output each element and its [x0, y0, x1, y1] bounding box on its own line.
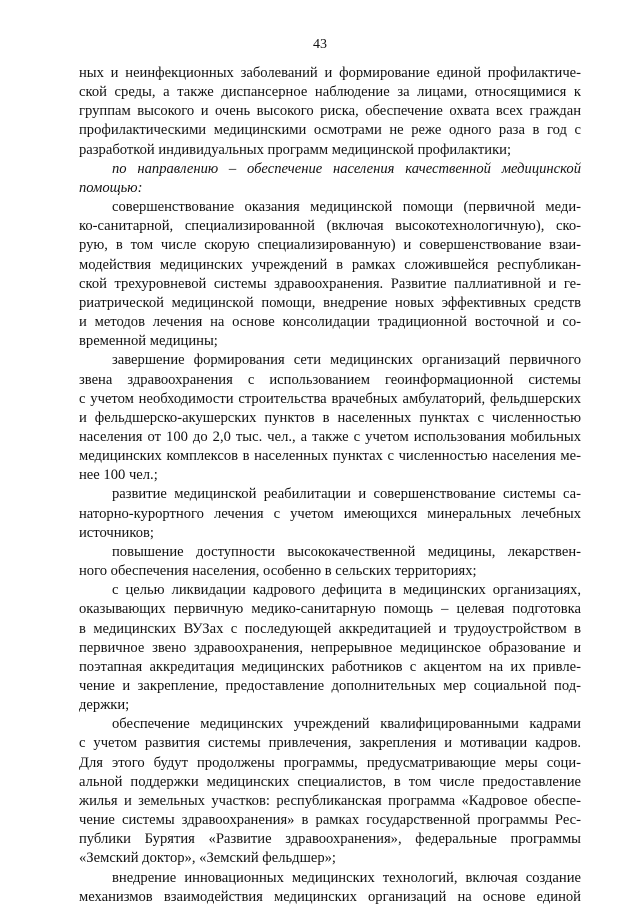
- text-line: обеспечение медицинских учреждений квалифицированными кадрами: [112, 716, 581, 733]
- text-line: чение и закрепление, предоставление дополнительных мер социальной под-: [79, 678, 581, 694]
- text-line: профилактическими медицинскими осмотрами не реже одного раза в год с: [79, 122, 581, 139]
- paragraph-3: [79, 198, 581, 351]
- body-text: [79, 64, 581, 907]
- text-line: повышение доступности высококачественной медицины, лекарствен-: [112, 543, 581, 560]
- text-line: завершение формирования сети медицинских организаций первичного: [112, 352, 581, 369]
- text-line: держки;: [79, 697, 130, 714]
- text-line: жилья и земельных участков: республиканская программа «Кадровое обеспе-: [79, 792, 581, 809]
- paragraph-5: [79, 485, 581, 542]
- text-line: и методов лечения на основе консолидации традиционной восточной и со-: [79, 314, 581, 331]
- text-line: ного обеспечения населения, особенно в сельских территориях;: [79, 563, 477, 580]
- text-line: в медицинских ВУЗах с последующей аккредитацией и трудоустройством в: [79, 620, 581, 637]
- text-line: населения от 100 до 2,0 тыс. чел., а также с учетом использования мобильных: [79, 428, 581, 445]
- text-line: механизмов взаимодействия медицинских организаций на основе единой: [79, 888, 581, 905]
- text-line: нее 100 чел.;: [79, 467, 158, 484]
- text-line: звена здравоохранения с использованием геоинформационной системы: [79, 371, 581, 388]
- text-line: публики Бурятия «Развитие здравоохранения», федеральные программы: [79, 831, 581, 848]
- text-line: и фельдшерско-акушерских пунктов в населенных пунктах с численностью: [79, 409, 581, 426]
- text-line: источников;: [79, 524, 154, 541]
- text-line: с учетом необходимости строительства врачебных амбулаторий, фельдшерских: [79, 390, 581, 407]
- text-line: помощью:: [79, 179, 143, 196]
- text-line: медицинских комплексов в населенных пунктах с численностью населения ме-: [79, 448, 581, 465]
- text-line: совершенствование оказания медицинской помощи (первичной меди-: [112, 199, 581, 216]
- text-line: ко-санитарной, специализированной (включая высокотехнологичную), ско-: [79, 218, 581, 235]
- text-line: ской среды, а также диспансерное наблюдение за лицами, относящимися к: [79, 84, 581, 101]
- text-line: альной поддержки медицинских специалистов, в том числе предоставление: [79, 773, 581, 790]
- text-line: разработкой индивидуальных программ медицинской профилактики;: [79, 141, 512, 158]
- paragraph-4: [79, 351, 581, 485]
- text-line: развитие медицинской реабилитации и совершенствование системы са-: [112, 486, 581, 503]
- paragraph-6: [79, 543, 581, 581]
- text-line: ской трехуровневой системы здравоохранения. Развитие паллиативной и ге-: [79, 275, 581, 292]
- paragraph-1: [79, 64, 581, 160]
- text-line: группам высокого и очень высокого риска, обеспечение охвата всех граждан: [79, 103, 581, 120]
- text-line: поэтапная аккредитация медицинских работников с акцентом на их привле-: [79, 658, 581, 675]
- text-line: внедрение инновационных медицинских технологий, включая создание: [112, 869, 581, 886]
- paragraph-9: [79, 869, 581, 907]
- text-line: ных и неинфекционных заболеваний и формирование единой профилактиче-: [79, 65, 581, 81]
- text-line: чение системы здравоохранения» в рамках государственной программы Рес-: [79, 812, 581, 829]
- text-line: наторно-курортного лечения с учетом имеющихся минеральных лечебных: [79, 505, 581, 522]
- paragraph-8: [79, 715, 581, 868]
- paragraph-2-direction-heading: [79, 160, 581, 198]
- page-number: 43: [313, 37, 327, 52]
- text-line: по направлению – обеспечение населения качественной медицинской: [112, 160, 581, 177]
- text-line: Для этого будут продолжены программы, предусматривающие меры соци-: [79, 754, 581, 771]
- text-line: «Земский доктор», «Земский фельдшер»;: [79, 850, 336, 867]
- text-line: риатрической медицинской помощи, внедрение новых эффективных средств: [79, 294, 581, 311]
- text-line: с целью ликвидации кадрового дефицита в медицинских организациях,: [112, 582, 581, 599]
- text-line: модействия медицинских учреждений в рамках сложившейся республикан-: [79, 256, 581, 273]
- text-line: первичное звено здравоохранения, непрерывное медицинское образование и: [79, 639, 581, 656]
- text-line: с учетом развития системы привлечения, закрепления и мотивации кадров.: [79, 735, 581, 752]
- text-line: рую, в том числе скорую специализированную) и совершенствование взаи-: [79, 237, 581, 254]
- text-line: временной медицины;: [79, 333, 218, 350]
- text-line: оказывающих первичную медико-санитарную помощь – целевая подготовка: [79, 601, 581, 618]
- paragraph-7: [79, 581, 581, 715]
